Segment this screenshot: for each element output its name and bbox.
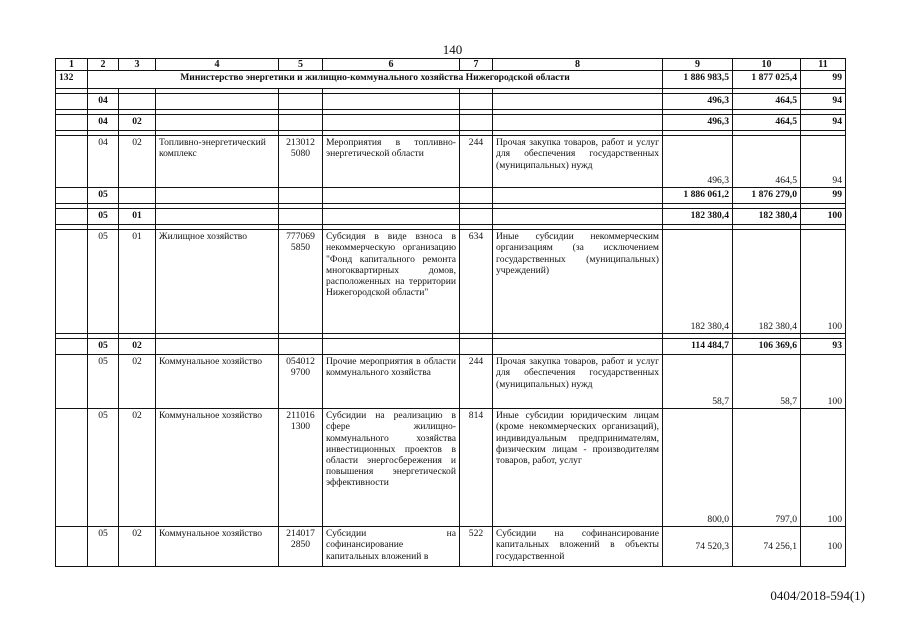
table-cell: 74 256,1 [733, 527, 801, 567]
table-cell: 464,5 [733, 136, 801, 188]
table-cell [56, 209, 88, 225]
table-cell [56, 188, 88, 204]
table-cell: Прочая закупка товаров, работ и услуг для обеспечения государственных (муниципальных) нужд [493, 355, 663, 409]
table-cell [56, 115, 88, 131]
table-row [56, 230, 846, 334]
column-header: 1 [56, 59, 88, 71]
table-cell [493, 94, 663, 110]
table-cell: 100 [801, 230, 846, 334]
table-cell: 182 380,4 [733, 209, 801, 225]
table-cell: Министерство энергетики и жилищно-коммунального хозяйства Нижегородской области [88, 71, 663, 89]
table-cell: 05 [88, 230, 119, 334]
table-cell: 05 [88, 355, 119, 409]
column-header: 4 [156, 59, 279, 71]
table-cell: 1 877 025,4 [733, 71, 801, 89]
table-cell [56, 230, 88, 334]
table-cell: Мероприятия в топливно-энергетической области [323, 136, 460, 188]
table-cell [156, 339, 279, 355]
table-cell [323, 115, 460, 131]
table-cell: Субсидии на софинансирование капитальных вложений в [323, 527, 460, 567]
table-cell: 01 [119, 230, 156, 334]
table-cell [279, 339, 323, 355]
table-cell [56, 409, 88, 527]
table-cell: 054012 9700 [279, 355, 323, 409]
table-cell [279, 115, 323, 131]
table-cell: Жилищное хозяйство [156, 230, 279, 334]
table-cell: 74 520,3 [663, 527, 733, 567]
table-cell [493, 339, 663, 355]
table-cell: 02 [119, 409, 156, 527]
column-header: 7 [460, 59, 493, 71]
table-cell: 100 [801, 409, 846, 527]
table-cell: 04 [88, 94, 119, 110]
table-cell: 94 [801, 94, 846, 110]
table-cell [279, 188, 323, 204]
table-cell: 211016 1300 [279, 409, 323, 527]
table-cell [460, 94, 493, 110]
table-cell: 1 886 061,2 [663, 188, 733, 204]
table-cell: Коммунальное хозяйство [156, 527, 279, 567]
table-cell: 1 886 983,5 [663, 71, 733, 89]
table-cell: Иные субсидии некоммерческим организациям (за исключением государственных (муниципальных) учреждений) [493, 230, 663, 334]
table-cell: 05 [88, 339, 119, 355]
column-header: 3 [119, 59, 156, 71]
column-header: 5 [279, 59, 323, 71]
table-cell [323, 188, 460, 204]
table-cell: 182 380,4 [733, 230, 801, 334]
table-cell: 182 380,4 [663, 209, 733, 225]
table-cell: 1 876 279,0 [733, 188, 801, 204]
table-row [56, 209, 846, 225]
table-cell: 02 [119, 355, 156, 409]
table-cell: 522 [460, 527, 493, 567]
column-header: 9 [663, 59, 733, 71]
table-row [56, 94, 846, 110]
table-cell [56, 339, 88, 355]
table-row [56, 115, 846, 131]
table-cell [156, 115, 279, 131]
table-cell: 244 [460, 355, 493, 409]
table-cell: Прочие мероприятия в области коммунального хозяйства [323, 355, 460, 409]
table-cell: 634 [460, 230, 493, 334]
table-cell [279, 209, 323, 225]
table-cell [56, 94, 88, 110]
table-cell: Иные субсидии юридическим лицам (кроме некоммерческих организаций), индивидуальным предпринимателям, физическим лицам - производителям товаров, работ, услуг [493, 409, 663, 527]
table-cell: 182 380,4 [663, 230, 733, 334]
table-row [56, 355, 846, 409]
table-cell [493, 209, 663, 225]
table-cell: 05 [88, 409, 119, 527]
table-cell: 05 [88, 188, 119, 204]
table-cell: 777069 5850 [279, 230, 323, 334]
table-cell [323, 339, 460, 355]
table-cell [323, 94, 460, 110]
table-cell [156, 188, 279, 204]
table-cell: 93 [801, 339, 846, 355]
table-cell [279, 94, 323, 110]
table-cell: 04 [88, 115, 119, 131]
table-header-row [56, 59, 846, 71]
table-cell: Топливно-энергетический комплекс [156, 136, 279, 188]
table-cell: 100 [801, 209, 846, 225]
table-cell: 99 [801, 71, 846, 89]
table-cell [56, 136, 88, 188]
table-cell: 02 [119, 339, 156, 355]
table-cell [460, 188, 493, 204]
table-row [56, 188, 846, 204]
table-cell: Коммунальное хозяйство [156, 409, 279, 527]
column-header: 8 [493, 59, 663, 71]
table-cell [493, 115, 663, 131]
document-code: 0404/2018-594(1) [770, 588, 865, 603]
table-cell: 132 [56, 71, 88, 89]
table-row [56, 339, 846, 355]
table-cell: 464,5 [733, 115, 801, 131]
table-cell: 02 [119, 527, 156, 567]
table-cell [493, 188, 663, 204]
column-header: 2 [88, 59, 119, 71]
table-cell [56, 527, 88, 567]
table-cell [460, 209, 493, 225]
table-cell: 01 [119, 209, 156, 225]
table-row [56, 71, 846, 89]
table-cell: 99 [801, 188, 846, 204]
table-cell: 114 484,7 [663, 339, 733, 355]
table-cell: 213012 5080 [279, 136, 323, 188]
table-cell [460, 339, 493, 355]
column-header: 10 [733, 59, 801, 71]
table-cell: Прочая закупка товаров, работ и услуг для обеспечения государственных (муниципальных) нужд [493, 136, 663, 188]
table-cell [119, 188, 156, 204]
table-cell: 02 [119, 115, 156, 131]
table-cell [119, 94, 156, 110]
table-cell: 800,0 [663, 409, 733, 527]
table-cell: 496,3 [663, 115, 733, 131]
table-cell [56, 355, 88, 409]
table-cell: Субсидии на реализацию в сфере жилищно-коммунального хозяйства инвестиционных проектов в области энергосбережения и повышения энергетической эффективности [323, 409, 460, 527]
table-cell: Коммунальное хозяйство [156, 355, 279, 409]
table-row [56, 136, 846, 188]
table-cell: 464,5 [733, 94, 801, 110]
table-cell: 244 [460, 136, 493, 188]
table-cell: 94 [801, 115, 846, 131]
table-cell: 04 [88, 136, 119, 188]
table-cell: 94 [801, 136, 846, 188]
budget-table [55, 58, 846, 567]
table-cell: 106 369,6 [733, 339, 801, 355]
column-header: 11 [801, 59, 846, 71]
table-cell: 496,3 [663, 94, 733, 110]
table-cell [460, 115, 493, 131]
table-cell: 58,7 [733, 355, 801, 409]
table-cell [156, 209, 279, 225]
page-number: 140 [442, 42, 463, 57]
table-cell: Субсидии на софинансирование капитальных вложений в объекты государственной [493, 527, 663, 567]
table-cell: 214017 2850 [279, 527, 323, 567]
table-cell: 58,7 [663, 355, 733, 409]
table-cell: 05 [88, 527, 119, 567]
table-cell: 100 [801, 527, 846, 567]
table-cell [156, 94, 279, 110]
table-cell: 496,3 [663, 136, 733, 188]
table-cell: 05 [88, 209, 119, 225]
column-header: 6 [323, 59, 460, 71]
table-cell: 814 [460, 409, 493, 527]
table-cell: Субсидия в виде взноса в некоммерческую организацию "Фонд капитального ремонта многоквартирных домов, расположенных на территории Нижегородской области" [323, 230, 460, 334]
table-row [56, 527, 846, 567]
table-cell: 100 [801, 355, 846, 409]
table-cell: 797,0 [733, 409, 801, 527]
table-cell [323, 209, 460, 225]
table-cell: 02 [119, 136, 156, 188]
table-row [56, 409, 846, 527]
